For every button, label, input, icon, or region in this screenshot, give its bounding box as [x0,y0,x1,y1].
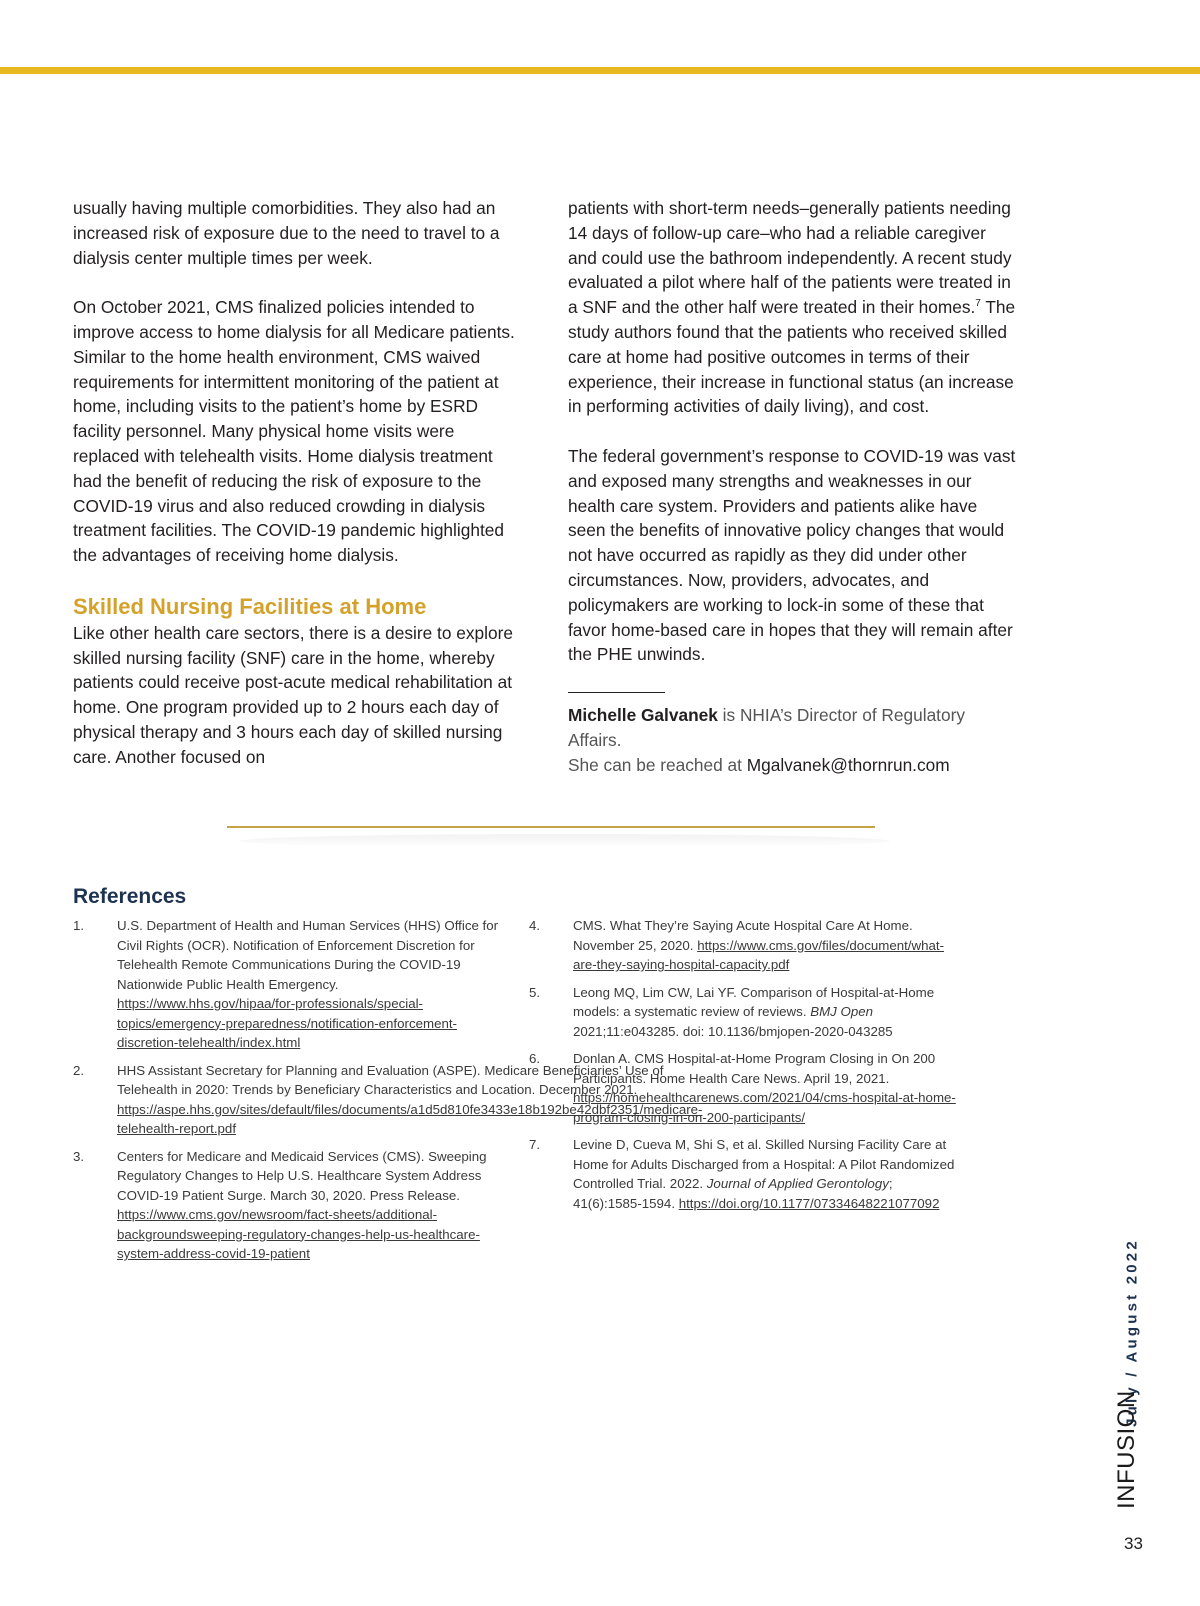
paragraph-text: The study authors found that the patients who received skilled care at home had positive outcomes in terms of their experience, their increase in functional status (an increase in performing activities of daily living), and cost. [568,297,1016,417]
contact-prefix: She can be reached at [568,754,747,775]
reference-number: 5. [529,984,541,1000]
journal-name: Journal of Applied Gerontology [706,1176,889,1191]
paragraph [568,196,1018,419]
reference-text [573,1049,959,1127]
reference-number: 2. [73,1062,85,1078]
reference-item [529,1135,959,1213]
reference-item [73,1147,503,1264]
reference-number: 6. [529,1051,541,1066]
reference-text [573,983,959,1042]
reference-text [117,916,503,1053]
page-number: 33 [1124,1534,1143,1553]
paragraph: The federal government’s response to COVID-19 was vast and exposed many strengths and weaknesses in our health care system. Providers and patients alike have seen the benefits of innovative policy changes that would not have occurred as rapidly as they did under other circumstances. Now, providers, advocates, and policymakers are working to lock-in some of these that favor home-based care in hopes that they will remain after the PHE unwinds. [568,445,1016,665]
logo-wordmark: INFUSION [1113,1390,1140,1509]
author-role: is NHIA’s Director of Regulatory Affairs. [568,704,965,750]
author-byline [568,703,1018,777]
references-title: References [73,885,187,908]
infusion-logo [1110,1390,1150,1509]
references-list-left [73,916,703,1272]
reference-citation-tail: ; 41(6):1585-1594. [573,1176,893,1211]
issue-date: July / August 2022 [1123,1238,1141,1427]
reference-citation: Centers for Medicare and Medicaid Services (CMS). Sweeping Regulatory Changes to Help U.S. Healthcare System Address COVID-19 Patient Surge. March 30, 2020. Press Release. [117,1148,487,1203]
reference-item [73,916,503,1053]
reference-text [117,1147,503,1264]
section-divider [227,826,875,828]
reference-text [573,1135,959,1213]
reference-number: 1. [73,918,85,933]
reference-citation: HHS Assistant Secretary for Planning and Evaluation (ASPE). Medicare Beneficiaries’ Use of Telehealth in 2020: Trends by Beneficiary Characteristics and Location. December 2021. [117,1062,664,1097]
right-article-column [568,196,1018,777]
reference-citation: CMS. What They’re Saying Acute Hospital Care At Home. November 25, 2020. [573,918,913,953]
reference-text [573,916,959,975]
reference-number: 4. [529,918,541,933]
reference-number: 7. [529,1137,541,1152]
reference-link[interactable]: https://doi.org/10.1177/07334648221077092 [678,1195,940,1211]
paragraph-text: patients with short-term needs–generally patients needing 14 days of follow-up care–who had a reliable caregiver and could use the bathroom independently. A recent study evaluated a pilot where half of the patients were treated in a SNF and the other half were treated in their homes. [568,198,1012,318]
references-list-right [529,916,959,1221]
reference-item [73,1061,703,1139]
reference-citation: Donlan A. CMS Hospital-at-Home Program Closing in On 200 Participants. Home Health Care News. April 19, 2021. [573,1051,936,1086]
reference-item [529,983,959,1042]
reference-link[interactable]: https://www.cms.gov/files/document/what-are-they-saying-hospital-capacity.pdf [573,937,945,972]
left-article-column [73,196,523,794]
journal-name: BMJ Open [810,1004,874,1019]
reference-citation: Levine D, Cueva M, Shi S, et al. Skilled Nursing Facility Care at Home for Adults Discharged from a Hospital: A Pilot Randomized Controlled Trial. 2022. [573,1137,955,1191]
reference-citation-tail: 2021;11:e043285. doi: 10.1136/bmjopen-2020-043285 [573,1023,893,1039]
reference-citation: U.S. Department of Health and Human Services (HHS) Office for Civil Rights (OCR). Notification of Enforcement Discretion for Telehealth Remote Communications During the COVID-19 Nationwide Public Health Emergency. [117,918,499,992]
reference-link[interactable]: https://aspe.hhs.gov/sites/default/files/documents/a1d5d810fe3433e18b192be42dbf2351/medicare-telehealth-report.pdf [117,1101,703,1136]
reference-item [529,916,959,975]
author-email-link[interactable]: Mgalvanek@thornrun.com [746,754,950,775]
paragraph: usually having multiple comorbidities. They also had an increased risk of exposure due to the need to travel to a dialysis center multiple times per week. [73,198,500,268]
divider-shadow [240,834,890,848]
top-accent-bar [0,67,1200,74]
paragraph: Like other health care sectors, there is a desire to explore skilled nursing facility (SNF) care in the home, whereby patients could receive post-acute medical rehabilitation at home. One program provided up to 2 hours each day of physical therapy and 3 hours each day of skilled nursing care. Another focused on [73,622,513,767]
reference-number: 3. [73,1148,85,1164]
paragraph: On October 2021, CMS finalized policies intended to improve access to home dialysis for all Medicare patients. Similar to the home health environment, CMS waived requirements for intermittent monitoring of the patient at home, including visits to the patient’s home by ESRD facility personnel. Many physical home visits were replaced with telehealth visits. Home dialysis treatment had the benefit of reducing the risk of exposure to the COVID-19 virus and also reduced crowding in dialysis treatment facilities. The COVID-19 pandemic highlighted the advantages of receiving home dialysis. [73,297,515,566]
reference-item [529,1049,959,1127]
reference-link[interactable]: https://www.cms.gov/newsroom/fact-sheets/additional-backgroundsweeping-regulatory-changes-help-us-healthcare-system-address-covid-19-patient [117,1207,480,1261]
signature-rule [568,692,665,693]
reference-link[interactable]: https://www.hhs.gov/hipaa/for-professionals/special-topics/emergency-preparedness/notification-enforcement-discretion-telehealth/index.html [117,996,457,1050]
reference-link[interactable]: https://homehealthcarenews.com/2021/04/cms-hospital-at-home-program-closing-in-on-200-participants/ [573,1090,956,1125]
section-heading: Skilled Nursing Facilities at Home [73,593,427,619]
reference-citation: Leong MQ, Lim CW, Lai YF. Comparison of Hospital-at-Home models: a systematic review of reviews. [573,984,935,1019]
footnote-ref[interactable]: 7 [975,298,981,310]
author-name: Michelle Galvanek [568,704,718,725]
